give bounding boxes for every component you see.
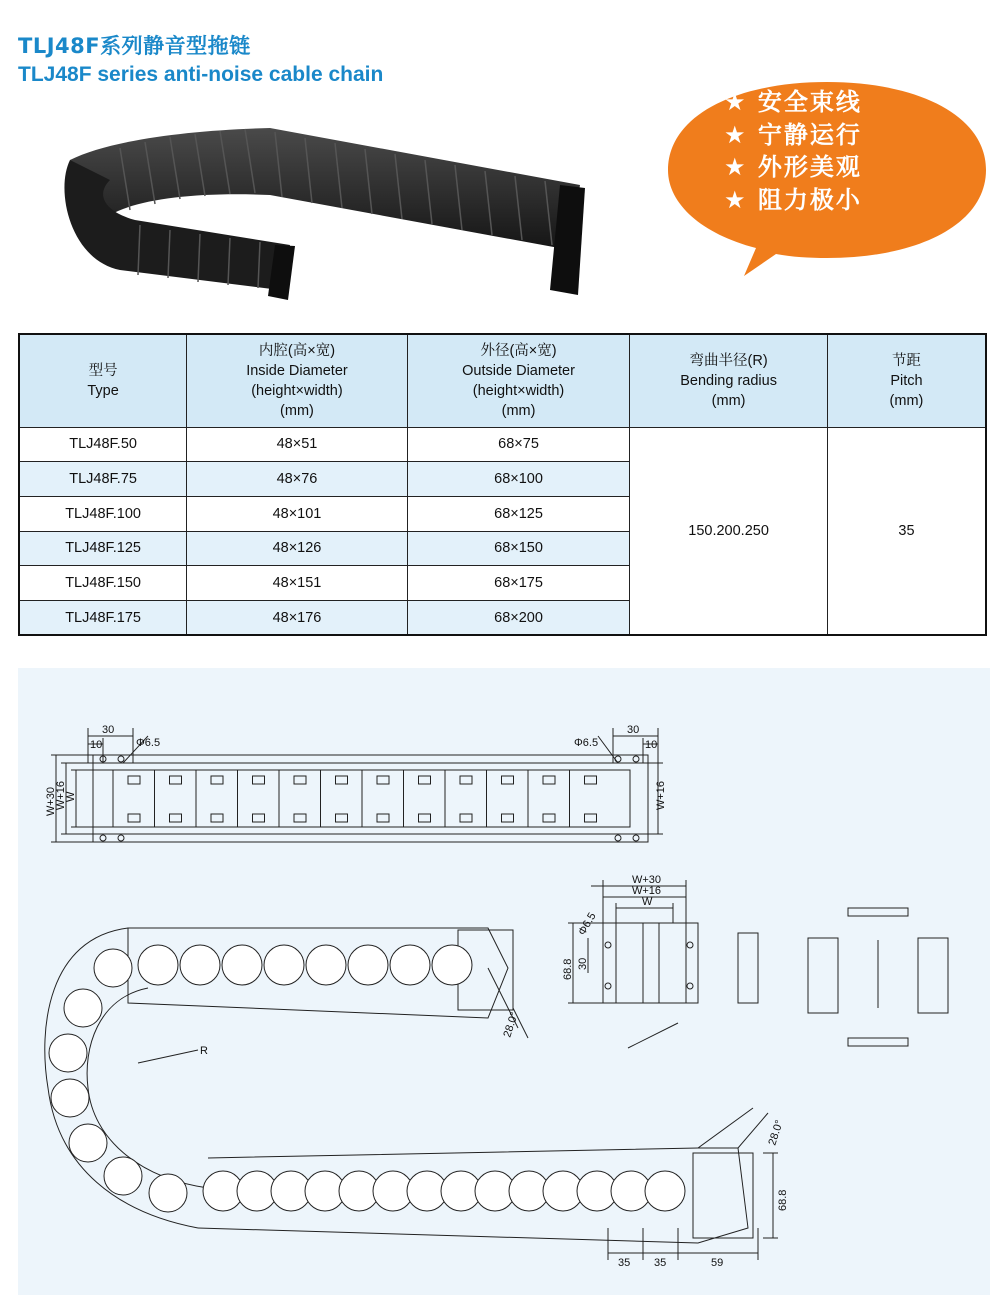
- link-window: [253, 814, 265, 822]
- link-window: [502, 776, 514, 784]
- dim-section-w: W: [642, 896, 653, 908]
- link-window: [128, 776, 140, 784]
- link-window: [377, 776, 389, 784]
- cell-type: TLJ48F.75: [19, 462, 187, 497]
- link-window: [336, 776, 348, 784]
- chain-link: [390, 945, 430, 985]
- chain-link: [432, 945, 472, 985]
- link-window: [211, 776, 223, 784]
- chain-link: [69, 1124, 107, 1162]
- cell-inside: 48×76: [187, 462, 408, 497]
- col-outside-header: 外径(高×宽) Outside Diameter (height×width) (mm): [407, 334, 630, 427]
- cell-inside: 48×126: [187, 531, 408, 566]
- chain-link: [138, 945, 178, 985]
- cell-outside: 68×75: [407, 427, 630, 462]
- star-icon: ★: [724, 88, 748, 116]
- link-window: [253, 776, 265, 784]
- star-icon: ★: [724, 153, 748, 181]
- chain-link: [149, 1174, 187, 1212]
- feature-item: ★ 外形美观: [724, 153, 862, 181]
- dim-10-right: 10: [645, 739, 658, 751]
- page-title-cn: TLJ48F系列静音型拖链: [18, 34, 251, 58]
- link-window: [294, 814, 306, 822]
- dim-side-68-8: 68.8: [777, 1189, 789, 1211]
- link-window: [336, 814, 348, 822]
- dim-section-w16: W+16: [632, 885, 662, 897]
- cell-type: TLJ48F.175: [19, 600, 187, 635]
- feature-item: ★ 阻力极小: [724, 185, 862, 214]
- dim-30-right: 30: [627, 724, 640, 736]
- cell-outside: 68×200: [407, 600, 630, 635]
- col-type-header: 型号 Type: [19, 334, 187, 427]
- link-window: [128, 814, 140, 822]
- cell-outside: 68×175: [407, 566, 630, 601]
- chain-link: [306, 945, 346, 985]
- chain-link: [64, 989, 102, 1027]
- dim-section-w30: W+30: [632, 874, 662, 886]
- cell-type: TLJ48F.125: [19, 531, 187, 566]
- feature-list: [724, 86, 862, 216]
- link-window: [585, 776, 597, 784]
- chain-link: [51, 1079, 89, 1117]
- dim-10-left: 10: [90, 739, 103, 751]
- chain-link: [645, 1171, 685, 1211]
- dim-hole-right: Φ6.5: [574, 737, 599, 749]
- link-window: [211, 814, 223, 822]
- table-row: [19, 427, 986, 462]
- chain-link: [94, 949, 132, 987]
- dim-section-30: 30: [577, 957, 589, 970]
- table-header-row: [19, 334, 986, 427]
- technical-drawing: [18, 668, 990, 1295]
- feature-item: ★ 宁静运行: [724, 120, 862, 149]
- col-bending-header: 弯曲半径(R) Bending radius (mm): [630, 334, 828, 427]
- link-window: [294, 776, 306, 784]
- dim-w30: W+30: [45, 786, 57, 816]
- cell-bending-radius: 150.200.250: [630, 427, 828, 635]
- link-window: [419, 776, 431, 784]
- dim-pitch-35b: 35: [654, 1257, 667, 1269]
- link-window: [170, 776, 182, 784]
- cable-chain-photo: [50, 100, 610, 310]
- dim-hole-left: Φ6.5: [136, 737, 161, 749]
- cell-inside: 48×101: [187, 496, 408, 531]
- cell-inside: 48×151: [187, 566, 408, 601]
- chain-link: [222, 945, 262, 985]
- feature-item: ★ 安全束线: [724, 88, 862, 116]
- technical-drawing-panel: [18, 668, 990, 1295]
- dim-angle-bottom: 28.0°: [766, 1118, 786, 1147]
- dim-angle-top: 28.0°: [501, 1010, 521, 1039]
- dim-w: W: [65, 791, 77, 802]
- cell-pitch: 35: [827, 427, 986, 635]
- link-window: [543, 814, 555, 822]
- star-icon: ★: [724, 120, 748, 149]
- cell-type: TLJ48F.100: [19, 496, 187, 531]
- link-window: [502, 814, 514, 822]
- spec-table: [18, 333, 987, 636]
- chain-link: [49, 1034, 87, 1072]
- link-window: [419, 814, 431, 822]
- star-icon: ★: [724, 185, 748, 214]
- cell-inside: 48×51: [187, 427, 408, 462]
- link-window: [460, 776, 472, 784]
- link-window: [377, 814, 389, 822]
- section-view-frame: [603, 923, 698, 1003]
- chain-link: [264, 945, 304, 985]
- dim-w16: W+16: [55, 780, 67, 810]
- dim-pitch-35a: 35: [618, 1257, 631, 1269]
- chain-link: [180, 945, 220, 985]
- top-view-frame: [93, 755, 648, 842]
- chain-link: [348, 945, 388, 985]
- chain-link: [104, 1157, 142, 1195]
- col-pitch-header: 节距 Pitch (mm): [827, 334, 986, 427]
- dim-end-59: 59: [711, 1257, 724, 1269]
- dim-30-left: 30: [102, 724, 115, 736]
- col-inside-header: 内腔(高×宽) Inside Diameter (height×width) (mm): [187, 334, 408, 427]
- link-window: [170, 814, 182, 822]
- link-window: [460, 814, 472, 822]
- cell-type: TLJ48F.50: [19, 427, 187, 462]
- cell-inside: 48×176: [187, 600, 408, 635]
- cell-outside: 68×150: [407, 531, 630, 566]
- top-view-body: [113, 770, 630, 827]
- dim-section-68-8: 68.8: [562, 958, 574, 980]
- link-window: [543, 776, 555, 784]
- dim-section-hole: Φ6.5: [576, 910, 599, 938]
- page-title-en: TLJ48F series anti-noise cable chain: [18, 63, 384, 86]
- link-window: [585, 814, 597, 822]
- cell-type: TLJ48F.150: [19, 566, 187, 601]
- cell-outside: 68×100: [407, 462, 630, 497]
- dim-w16-right: W+16: [655, 780, 667, 810]
- cell-outside: 68×125: [407, 496, 630, 531]
- dim-radius: R: [200, 1045, 208, 1057]
